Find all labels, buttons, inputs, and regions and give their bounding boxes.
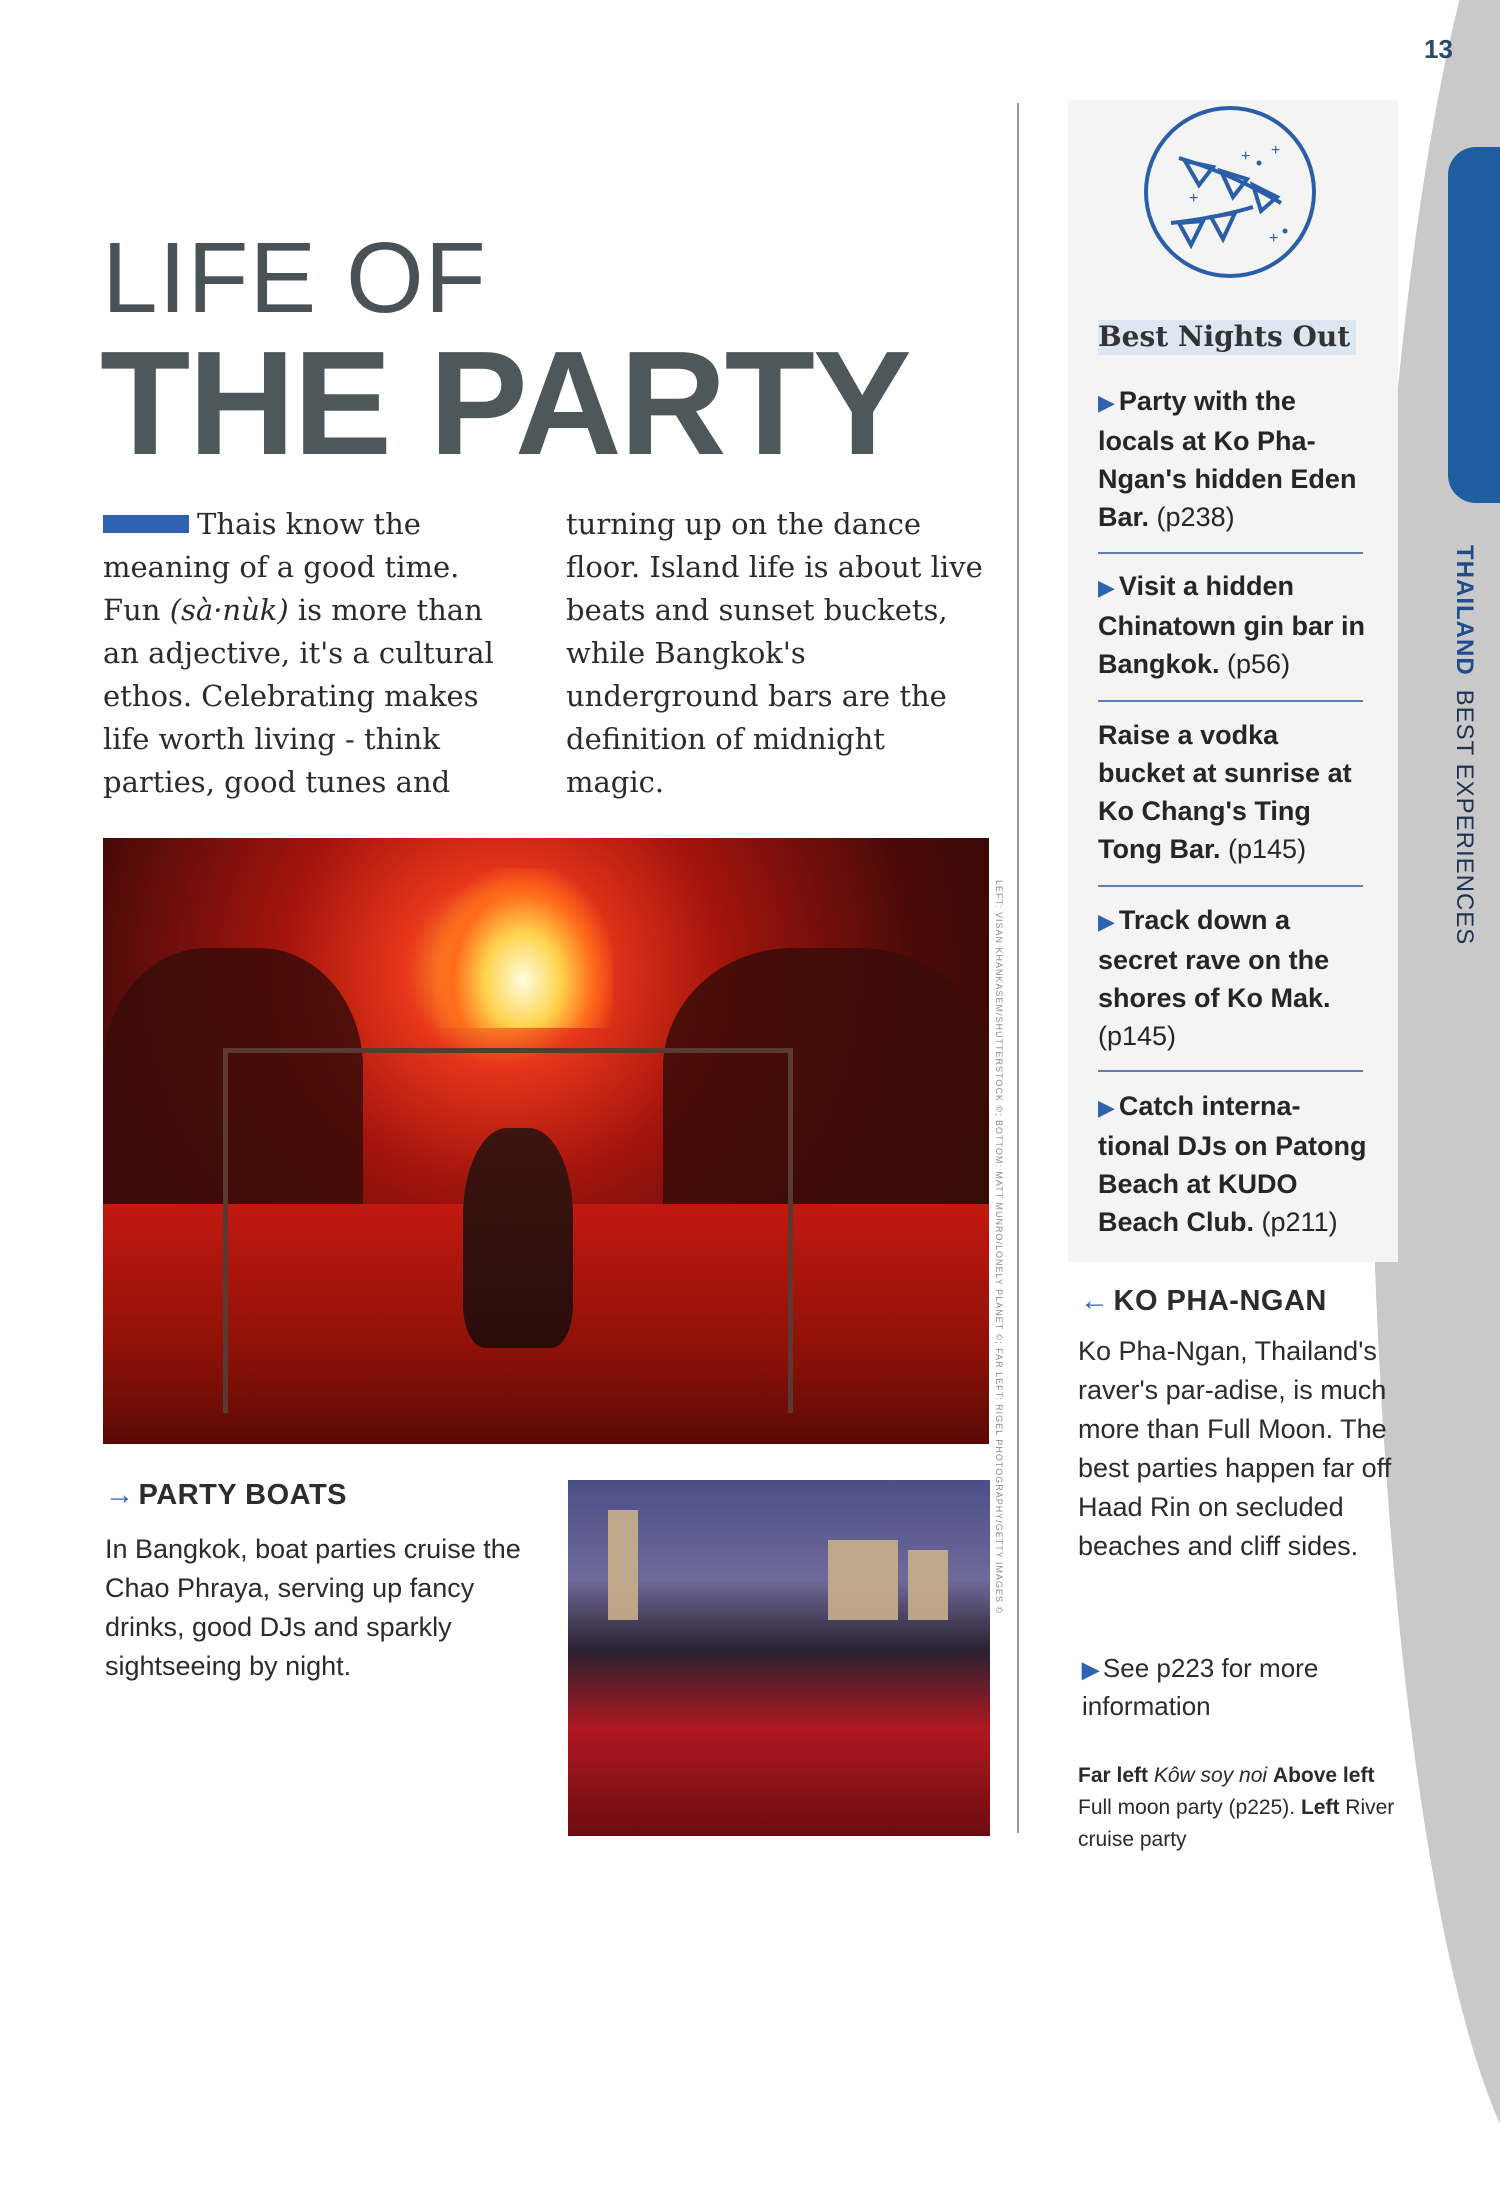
tip-item [1098, 567, 1368, 683]
triangle-marker-icon: ▶ [1098, 575, 1115, 600]
ko-pha-ngan-text: Ko Pha-Ngan, Thailand's raver's par-adise, is much more than Full Moon. The best parties happen far off Haad Rin on secluded beaches and cliff sides. [1078, 1336, 1392, 1561]
caption-far-left-label: Far left [1078, 1764, 1149, 1787]
intro-text-1b: is more than an adjective, it's a cultural ethos. Celebrating makes life worth living - think parties, good tunes and [103, 593, 494, 799]
svg-text:+: + [1271, 142, 1281, 159]
party-bunting-icon [1141, 103, 1319, 281]
fire-flame [433, 868, 613, 1028]
triangle-marker-icon: ▶ [1098, 390, 1115, 415]
see-more-note [1082, 1650, 1392, 1724]
intro-text-1a: Thais know the meaning of a good time. Fun [103, 507, 460, 627]
intro-column-2: turning up on the dance floor. Island life is about live beats and sunset buckets, while Bangkok's underground bars are the definition of midnight magic. [566, 507, 983, 799]
photo-captions [1078, 1760, 1398, 1856]
left-arrow-icon: ← [1080, 1285, 1110, 1317]
caption-left-text: River cruise party [1078, 1796, 1395, 1851]
tip-page-ref: (p238) [1149, 502, 1235, 532]
photo-credit: LEFT: VISAN KHANKASEM/SHUTTERSTOCK ©; BOTTOM: MATT MUNRO/LONELY PLANET ©; FAR LEFT: RIGEL PHOTOGRAPHY/GETTY IMAGES © [994, 880, 1004, 1615]
side-tab-country: THAILAND [1451, 545, 1478, 676]
tip-item [1098, 1087, 1368, 1241]
tip-divider [1098, 885, 1363, 887]
title-line-1: LIFE OF [102, 222, 487, 334]
caption-far-left-text: Kôw soy noi [1148, 1764, 1273, 1787]
tip-page-ref: (p145) [1098, 1021, 1177, 1051]
triangle-marker-icon: ▶ [1098, 1095, 1115, 1120]
right-arrow-icon: → [105, 1479, 135, 1511]
tip-page-ref: (p56) [1219, 649, 1291, 679]
tip-page-ref: (p211) [1254, 1207, 1338, 1237]
side-tab-section: BEST EXPERIENCES [1451, 689, 1478, 946]
tip-divider [1098, 552, 1363, 554]
party-boats-heading [105, 1479, 347, 1512]
fire-limbo-photo [103, 838, 989, 1444]
best-nights-title: Best Nights Out [1098, 320, 1356, 355]
side-tab-label [1450, 545, 1478, 945]
photo-building [828, 1540, 898, 1620]
limbo-dancer [463, 1128, 573, 1348]
tip-divider [1098, 1070, 1363, 1072]
ko-pha-ngan-heading [1080, 1285, 1327, 1318]
ko-pha-ngan-title: KO PHA-NGAN [1113, 1285, 1327, 1317]
tip-text: Catch interna-tional DJs on Patong Beach at KUDO Beach Club. [1098, 1091, 1367, 1237]
title-line-2: THE PARTY [100, 321, 910, 486]
svg-text:+: + [1241, 148, 1251, 165]
photo-building [908, 1550, 948, 1620]
page-number: 13 [1424, 34, 1453, 64]
intro-text-italic: (sà·nùk) [169, 593, 289, 627]
caption-above-left-text: Full moon party (p225). [1078, 1796, 1301, 1819]
tip-text: Visit a hidden Chinatown gin bar in Bangkok. [1098, 571, 1365, 679]
column-divider [1017, 103, 1019, 1833]
tip-item [1098, 716, 1368, 868]
river-cruise-photo [568, 1480, 990, 1836]
intro-column-1 [103, 503, 523, 804]
intro-bar-marker [103, 515, 189, 533]
triangle-marker-icon: ▶ [1082, 1657, 1099, 1682]
svg-text:+: + [1269, 230, 1279, 247]
tip-text: Track down a secret rave on the shores of Ko Mak. [1098, 905, 1331, 1013]
party-boats-text: In Bangkok, boat parties cruise the Chao Phraya, serving up fancy drinks, good DJs and sparkly sightseeing by night. [105, 1534, 521, 1681]
party-boats-title: PARTY BOATS [138, 1479, 348, 1511]
tip-page-ref: (p145) [1220, 834, 1307, 864]
caption-above-left-label: Above left [1272, 1764, 1375, 1787]
tip-text: Party with the locals at Ko Pha-Ngan's hidden Eden Bar. [1098, 386, 1357, 532]
triangle-marker-icon: ▶ [1098, 909, 1115, 934]
section-tab [1448, 147, 1500, 503]
tip-divider [1098, 700, 1363, 702]
svg-text:+: + [1189, 190, 1199, 207]
tip-item [1098, 901, 1368, 1055]
see-more-text: See p223 for more information [1082, 1653, 1319, 1721]
tip-item [1098, 382, 1368, 536]
photo-building [608, 1510, 638, 1620]
caption-left-label: Left [1300, 1796, 1340, 1819]
tip-text: Raise a vodka bucket at sunrise at Ko Chang's Ting Tong Bar. [1098, 720, 1352, 864]
